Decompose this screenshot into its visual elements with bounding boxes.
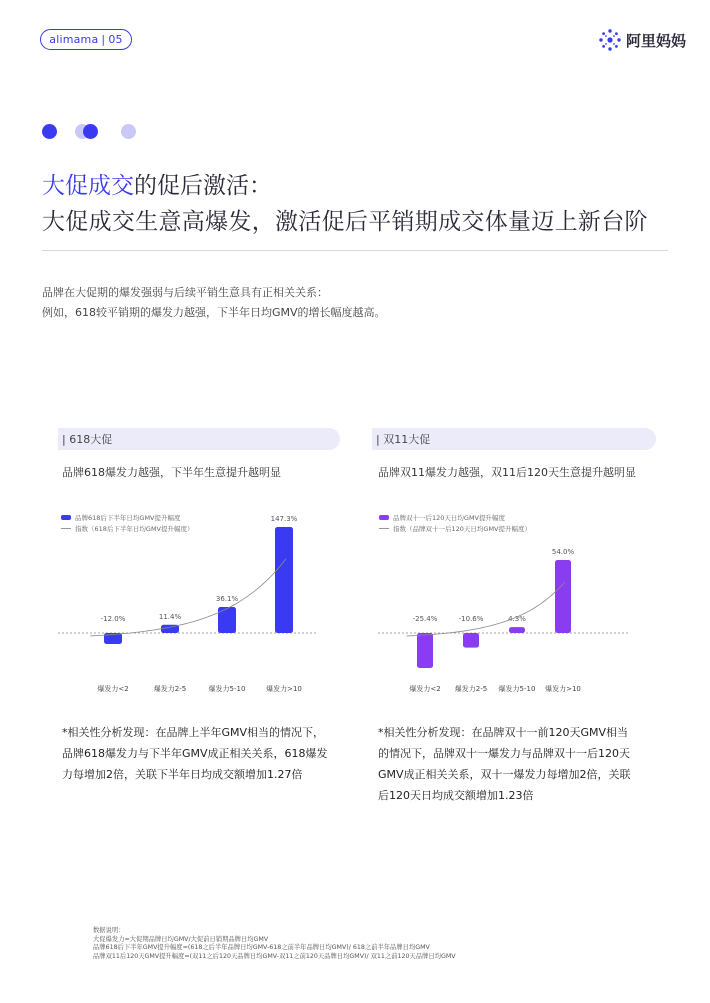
- category-label: 爆发力2-5: [454, 685, 488, 693]
- intro-line-1: 品牌在大促期的爆发强弱与后续平销生意具有正相关关系：: [42, 286, 328, 299]
- chart-618: [58, 500, 348, 705]
- legend-label: 品牌双十一后120天日均GMV提升幅度: [393, 514, 505, 522]
- page-number: 05: [108, 33, 123, 46]
- note-line: 大促爆发力=大促期品牌日均GMV/大促前日销期品牌日均GMV: [93, 935, 269, 943]
- bar: [218, 607, 236, 633]
- note-line: 品牌双11后120天GMV提升幅度=(双11之后120天品牌日均GMV-双11之前120天品牌日均GMV)/ 双11之前120天品牌日均GMV: [93, 952, 456, 960]
- bar: [417, 633, 433, 668]
- legend-label: 指数（品牌双十一后120天日均GMV提升幅度）: [393, 525, 531, 533]
- brand-pill: [40, 29, 132, 50]
- divider: [42, 250, 668, 251]
- finding-line: 的情况下，品牌双十一爆发力与品牌双十一后120天: [378, 747, 630, 760]
- finding-line: 品牌618爆发力与下半年GMV成正相关关系，618爆发: [62, 747, 328, 760]
- panel-subtitle-618: 品牌618爆发力越强，下半年生意提升越明显: [62, 466, 281, 479]
- finding-line: *相关性分析发现：在品牌上半年GMV相当的情况下，: [62, 726, 325, 739]
- data-label: 36.1%: [215, 595, 239, 604]
- finding-line: *相关性分析发现：在品牌双十一前120天GMV相当: [378, 726, 629, 739]
- panel-header-618: [58, 428, 340, 450]
- intro-line-2: 例如，618较平销期的爆发力越强，下半年日均GMV的增长幅度越高。: [42, 306, 386, 319]
- data-label: -10.6%: [458, 615, 484, 623]
- data-label: -12.0%: [100, 615, 126, 623]
- finding-line: GMV成正相关关系，双十一爆发力每增加2倍，关联: [378, 768, 631, 781]
- title-rest: 的促后激活：: [134, 173, 272, 199]
- alimama-logo-icon: [598, 28, 622, 52]
- bar: [275, 527, 293, 633]
- trend-line: [90, 559, 286, 636]
- note-line: 数据说明：: [93, 927, 125, 934]
- brand-name: alimama: [49, 33, 99, 46]
- finding-double11: [378, 722, 668, 806]
- data-label: 147.3%: [270, 515, 298, 523]
- alimama-logo: [598, 28, 686, 52]
- bar: [555, 560, 571, 633]
- data-notes: [93, 927, 456, 961]
- legend-label: 品牌618后下半年日均GMV提升幅度: [75, 514, 181, 522]
- category-label: 爆发力>10: [266, 685, 302, 693]
- note-line: 品牌618后下半年GMV提升幅度=(618之后半年品牌日均GMV-618之前半年品牌日均GMV)/ 618之前半年品牌日均GMV: [93, 944, 430, 952]
- bar: [463, 633, 479, 648]
- panel-header-label: | 618大促: [62, 433, 113, 446]
- category-label: 爆发力<2: [97, 685, 129, 693]
- brand-separator: |: [101, 33, 106, 46]
- panel-header-label: | 双11大促: [376, 433, 431, 446]
- legend-line: [379, 528, 389, 529]
- finding-line: 力每增加2倍，关联下半年日均成交额增加1.27倍: [62, 768, 303, 781]
- finding-618: [62, 722, 352, 785]
- legend-item-line: [61, 524, 194, 533]
- category-label: 爆发力<2: [409, 685, 441, 693]
- dot-icon: [42, 124, 57, 139]
- dot-icon: [83, 124, 98, 139]
- page-title: [42, 167, 272, 200]
- legend-label: 指数（618后下半年日均GMV提升幅度）: [75, 525, 194, 533]
- legend-swatch: [379, 515, 389, 520]
- page-subtitle: 大促成交生意高爆发，激活促后平销期成交体量迈上新台阶: [42, 209, 648, 235]
- legend-item-bar: [61, 513, 181, 522]
- decorative-dots: [42, 123, 152, 141]
- finding-line: 后120天日均成交额增加1.23倍: [378, 789, 534, 802]
- data-label: 11.4%: [158, 612, 182, 621]
- dot-icon: [121, 124, 136, 139]
- panel-header-double11: [372, 428, 656, 450]
- title-highlight: 大促成交: [42, 173, 134, 199]
- category-label: 爆发力5-10: [498, 685, 536, 693]
- logo-text: 阿里妈妈: [626, 31, 687, 50]
- category-label: 爆发力2-5: [153, 685, 187, 693]
- bar: [509, 627, 525, 633]
- chart-double11: [372, 500, 662, 705]
- data-label: 54.0%: [551, 548, 575, 556]
- legend-swatch: [61, 515, 71, 520]
- category-label: 爆发力>10: [545, 685, 581, 693]
- legend-item-bar: [379, 513, 505, 522]
- panel-subtitle-double11: 品牌双11爆发力越强，双11后120天生意提升越明显: [378, 466, 636, 479]
- category-label: 爆发力5-10: [208, 685, 246, 693]
- legend-item-line: [379, 524, 531, 533]
- trend-line: [407, 582, 565, 636]
- legend-line: [61, 528, 71, 529]
- data-label: 4.3%: [508, 615, 526, 624]
- data-label: -25.4%: [412, 615, 438, 623]
